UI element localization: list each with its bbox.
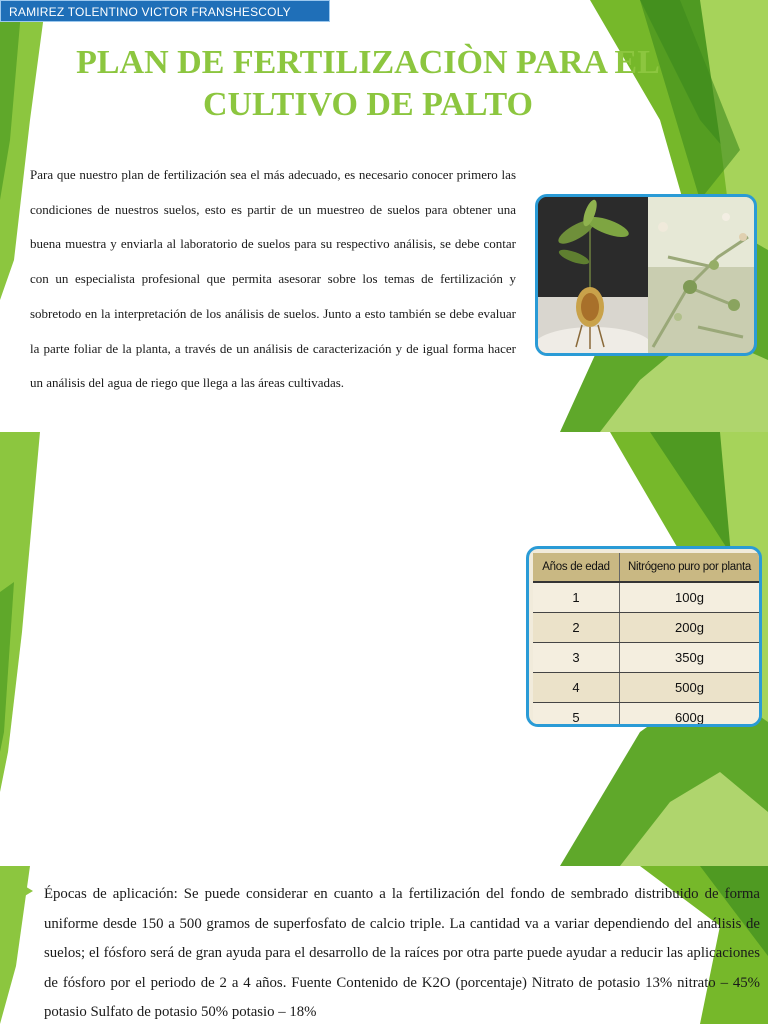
nitrogen-table-frame: [526, 546, 762, 727]
table-row: [533, 673, 759, 703]
table-cell: 2: [533, 613, 620, 643]
table-row: [533, 613, 759, 643]
slide-title: [0, 42, 736, 126]
nitrogen-table: [533, 553, 759, 727]
table-cell: 100g: [620, 582, 760, 613]
table-header-row: [533, 553, 759, 582]
author-label: RAMIREZ TOLENTINO VICTOR FRANSHESCOLY: [0, 0, 330, 22]
table-header: Años de edad: [533, 553, 620, 582]
application-periods-paragraph: Épocas de aplicación: Se puede considerar en cuanto a la fertilización del fondo de sembrado distribuido de forma uniforme desde 150 a 500 gramos de superfosfato de calcio triple. La cantidad va a variar dependiendo del análisis de suelos; el fósforo será de gran ayuda para el desarrollo de la raíces por otra parte puede ayudar a reducir las aplicaciones de fósforo por el periodo de 2 a 4 años. Fuente Contenido de K2O (porcentaje) Nitrato de potasio 13% nitrato – 45% potasio Sulfato de potasio 50% potasio – 18%: [44, 886, 760, 1020]
slide-1: [0, 0, 768, 432]
table-cell: 5: [533, 703, 620, 728]
title-line-2: CULTIVO DE PALTO: [203, 86, 533, 123]
avocado-seedling-and-flowers-image: [538, 197, 754, 353]
table-cell: 4: [533, 673, 620, 703]
table-cell: 3: [533, 643, 620, 673]
table-cell: 350g: [620, 643, 760, 673]
table-cell: 200g: [620, 613, 760, 643]
table-cell: 500g: [620, 673, 760, 703]
title-line-1: PLAN DE FERTILIZACIÒN PARA EL: [76, 44, 660, 81]
avocado-photo: [535, 194, 757, 356]
bullet-arrow-icon: [23, 885, 33, 897]
table-cell: 1: [533, 582, 620, 613]
table-header: Nitrógeno puro por planta: [620, 553, 760, 582]
slide-2: [0, 432, 768, 866]
intro-paragraph: Para que nuestro plan de fertilización sea el más adecuado, es necesario conocer primero las condiciones de nuestros suelos, esto es partir de un muestreo de suelos para obtener una buena muestra y enviarla al laboratorio de suelos para su respectivo análisis, se debe contar con un especialista profesional que permita asesorar sobre los temas de fertilización y sobretodo en la interpretación de los análisis de suelos. Junto a esto también se debe evaluar la parte foliar de la planta, a través de un análisis de caracterización y de igual forma hacer un análisis del agua de riego que llega a las áreas cultivadas.: [30, 167, 516, 391]
table-row: [533, 643, 759, 673]
table-row: [533, 582, 759, 613]
table-row: [533, 703, 759, 728]
table-cell: 600g: [620, 703, 760, 728]
